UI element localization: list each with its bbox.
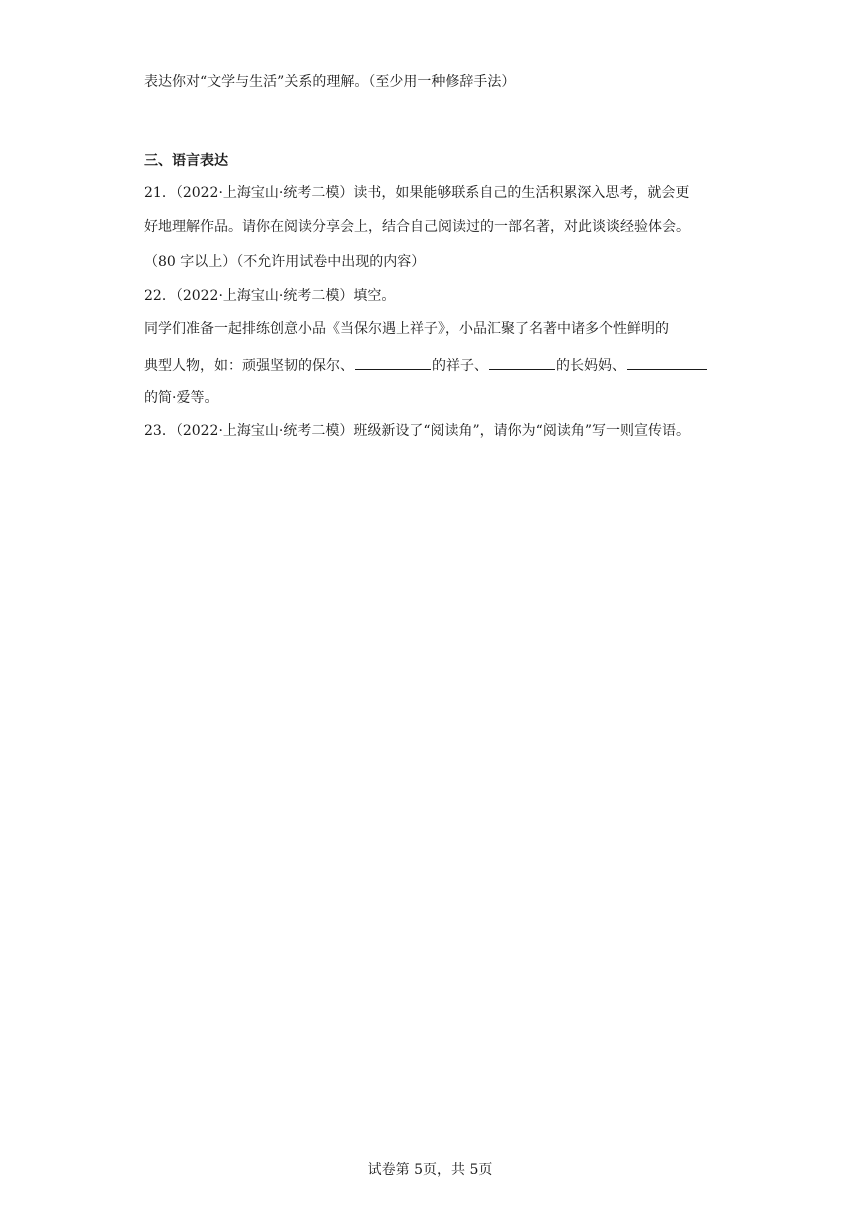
answer-blank-3[interactable] xyxy=(627,354,707,370)
question-23-line-1: 23．（2022·上海宝山·统考二模）班级新设了“阅读角”，请你为“阅读角”写一则宣传语。 xyxy=(144,423,690,439)
question-21-line-2: 好地理解作品。请你在阅读分享会上，结合自己阅读过的一部名著，对此谈谈经验体会。 xyxy=(144,219,690,235)
question-21-line-3: （80 字以上）（不允许用试卷中出现的内容） xyxy=(144,254,426,270)
question-22-line-2: 同学们准备一起排练创意小品《当保尔遇上祥子》，小品汇聚了名著中诸多个性鲜明的 xyxy=(144,321,669,337)
question-21-line-1: 21．（2022·上海宝山·统考二模）读书，如果能够联系自己的生活积累深入思考，就会更 xyxy=(144,185,690,201)
answer-blank-2[interactable] xyxy=(489,354,555,370)
answer-blank-1[interactable] xyxy=(355,354,431,370)
section-title-language-expression: 三、语言表达 xyxy=(144,153,228,169)
question-20-text-tail: 表达你对“文学与生活”关系的理解。（至少用一种修辞手法） xyxy=(144,74,516,90)
question-22-text-a: 典型人物，如：顽强坚韧的保尔、 xyxy=(144,358,354,374)
page-footer: 试卷第 5页，共 5页 xyxy=(367,1162,493,1178)
question-22-line-1: 22．（2022·上海宝山·统考二模）填空。 xyxy=(144,288,396,304)
question-22-text-c: 的长妈妈、 xyxy=(556,358,626,374)
question-22-line-4: 的简·爱等。 xyxy=(144,390,219,406)
question-22-line-3 xyxy=(144,354,708,376)
question-22-text-b: 的祥子、 xyxy=(432,358,488,374)
